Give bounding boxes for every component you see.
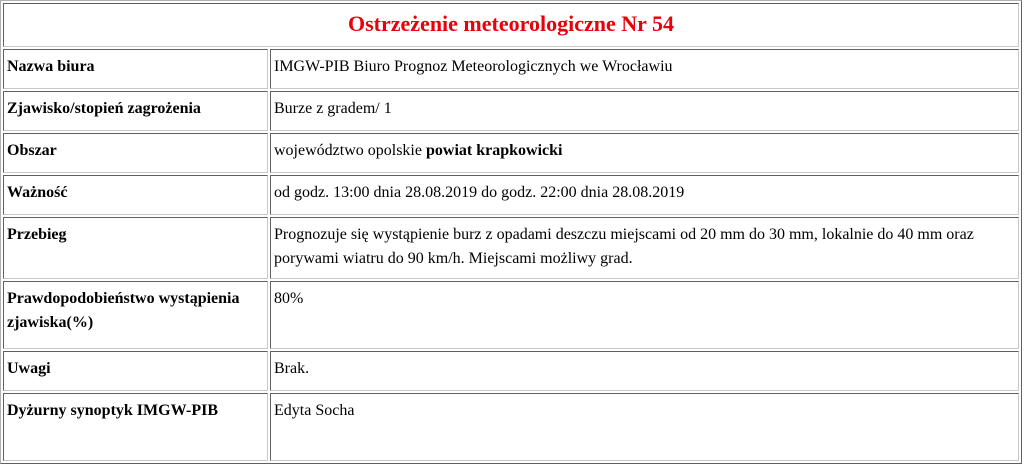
table-row bbox=[3, 91, 1019, 131]
table-row bbox=[3, 393, 1019, 461]
table-row bbox=[3, 133, 1019, 173]
table-row bbox=[3, 281, 1019, 349]
title-cell bbox=[3, 3, 1019, 47]
table-row bbox=[3, 351, 1019, 391]
validity-value: od godz. 13:00 dnia 28.08.2019 do godz. 22:00 dnia 28.08.2019 bbox=[270, 175, 1019, 215]
office-label: Nazwa biura bbox=[3, 49, 268, 89]
probability-label: Prawdopodobieństwo wystąpienia zjawiska(%) bbox=[3, 281, 268, 349]
phenomenon-label: Zjawisko/stopień zagrożenia bbox=[3, 91, 268, 131]
notes-label: Uwagi bbox=[3, 351, 268, 391]
title-row bbox=[3, 3, 1019, 47]
area-label: Obszar bbox=[3, 133, 268, 173]
probability-value: 80% bbox=[270, 281, 1019, 349]
area-county: powiat krapkowicki bbox=[425, 142, 563, 159]
duty-value: Edyta Socha bbox=[270, 393, 1019, 461]
course-label: Przebieg bbox=[3, 217, 268, 279]
warning-title: Ostrzeżenie meteorologiczne Nr 54 bbox=[348, 11, 674, 36]
area-value bbox=[270, 133, 1019, 173]
notes-value: Brak. bbox=[270, 351, 1019, 391]
validity-label: Ważność bbox=[3, 175, 268, 215]
course-value: Prognozuje się wystąpienie burz z opadami deszczu miejscami od 20 mm do 30 mm, lokalnie do 40 mm oraz porywami wiatru do 90 km/h. Miejscami możliwy grad. bbox=[270, 217, 1019, 279]
duty-label: Dyżurny synoptyk IMGW-PIB bbox=[3, 393, 268, 461]
table-row bbox=[3, 175, 1019, 215]
area-voivodeship: województwo opolskie bbox=[274, 142, 422, 159]
table-row bbox=[3, 217, 1019, 279]
phenomenon-value: Burze z gradem/ 1 bbox=[270, 91, 1019, 131]
office-value: IMGW-PIB Biuro Prognoz Meteorologicznych we Wrocławiu bbox=[270, 49, 1019, 89]
table-row bbox=[3, 49, 1019, 89]
